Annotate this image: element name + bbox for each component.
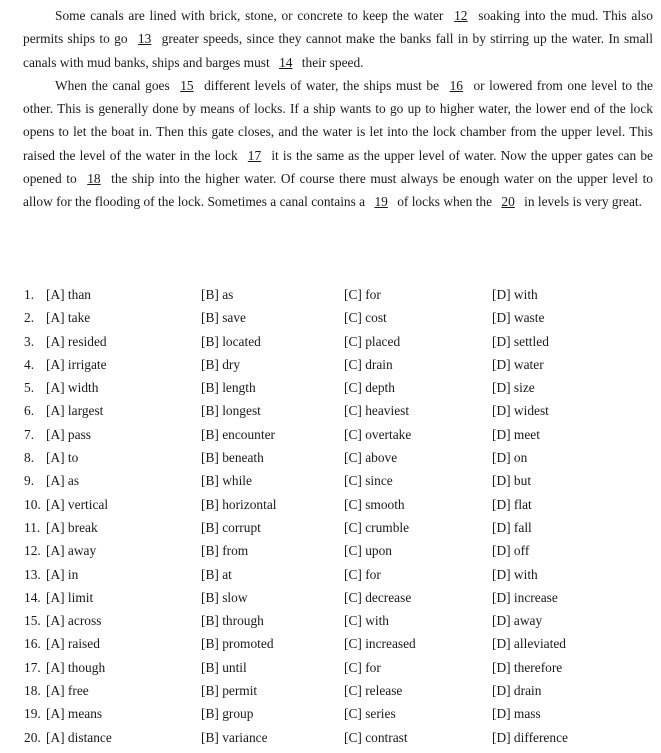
option-a: [A] free (46, 683, 89, 699)
question-row (24, 493, 654, 516)
question-number: 3. (24, 333, 35, 349)
question-number: 9. (24, 473, 35, 489)
option-a: [A] irrigate (46, 356, 107, 372)
option-d: [D] settled (492, 333, 549, 349)
option-b: [B] at (201, 566, 232, 582)
question-number: 14. (24, 589, 41, 605)
option-b: [B] slow (201, 589, 248, 605)
question-number: 20. (24, 729, 41, 745)
option-a: [A] resided (46, 333, 107, 349)
option-d: [D] increase (492, 589, 558, 605)
option-c: [C] since (344, 473, 393, 489)
option-d: [D] but (492, 473, 532, 489)
question-number: 8. (24, 450, 35, 466)
passage-text: Some canals are lined with brick, stone, or concrete to keep the water (55, 8, 449, 23)
option-c: [C] for (344, 566, 381, 582)
question-number: 6. (24, 403, 35, 419)
option-d: [D] difference (492, 729, 568, 745)
option-a: [A] limit (46, 589, 94, 605)
blank-19: 19 (374, 194, 388, 210)
question-row (24, 702, 654, 725)
option-d: [D] on (492, 450, 528, 466)
question-row (24, 563, 654, 586)
option-c: [C] decrease (344, 589, 412, 605)
option-c: [C] heaviest (344, 403, 410, 419)
option-b: [B] until (201, 659, 247, 675)
question-number: 17. (24, 659, 41, 675)
blank-15: 15 (180, 77, 194, 93)
option-c: [C] drain (344, 356, 393, 372)
question-row (24, 609, 654, 632)
option-d: [D] mass (492, 706, 541, 722)
option-d: [D] water (492, 356, 544, 372)
option-d: [D] off (492, 543, 530, 559)
question-row (24, 306, 654, 329)
option-a: [A] largest (46, 403, 104, 419)
cloze-passage (23, 0, 653, 214)
option-a: [A] to (46, 450, 79, 466)
option-b: [B] length (201, 380, 256, 396)
option-c: [C] upon (344, 543, 392, 559)
option-b: [B] located (201, 333, 261, 349)
option-a: [A] means (46, 706, 103, 722)
option-c: [C] with (344, 613, 390, 629)
option-b: [B] as (201, 287, 234, 302)
question-row (24, 330, 654, 353)
question-number: 15. (24, 613, 41, 629)
question-number: 4. (24, 356, 35, 372)
passage-paragraph-2 (23, 74, 653, 214)
option-b: [B] permit (201, 683, 258, 699)
option-a: [A] than (46, 287, 91, 302)
option-d: [D] therefore (492, 659, 563, 675)
option-b: [B] encounter (201, 426, 275, 442)
passage-text: When the canal goes (55, 77, 175, 93)
option-a: [A] width (46, 380, 99, 396)
option-d: [D] flat (492, 496, 532, 512)
question-number: 12. (24, 543, 41, 559)
option-b: [B] from (201, 543, 249, 559)
question-row (24, 423, 654, 446)
question-row (24, 679, 654, 702)
option-a: [A] vertical (46, 496, 109, 512)
option-c: [C] smooth (344, 496, 405, 512)
blank-17: 17 (247, 147, 262, 163)
question-row (24, 539, 654, 562)
option-d: [D] meet (492, 426, 540, 442)
question-row (24, 399, 654, 422)
question-number: 5. (24, 380, 35, 396)
passage-text: the ship into the higher water. Of course there must always be enough water on the upper level to allow for the flooding of the lock. Sometimes a canal contains a (23, 171, 653, 210)
option-a: [A] though (46, 659, 106, 675)
option-b: [B] through (201, 613, 264, 629)
option-b: [B] dry (201, 356, 241, 372)
question-number: 18. (24, 683, 41, 699)
option-c: [C] contrast (344, 729, 408, 745)
option-a: [A] across (46, 613, 102, 629)
option-a: [A] break (46, 519, 98, 535)
option-c: [C] for (344, 659, 381, 675)
blank-18: 18 (87, 171, 101, 187)
passage-text: it is the same as the upper level of water. Now the upper gates can be opened to (23, 147, 653, 187)
option-b: [B] corrupt (201, 519, 261, 535)
blank-16: 16 (449, 77, 463, 93)
question-number: 11. (24, 519, 41, 535)
option-c: [C] release (344, 683, 403, 699)
option-b: [B] while (201, 473, 252, 489)
option-d: [D] widest (492, 403, 549, 419)
passage-text: or lowered from one level to the other. This is generally done by means of locks. If a ship wants to go up to higher water, the lower end of the lock opens to let the boat in. Then this gate closes, and the water is let into the lock chamber from the upper level. This raised the level of the water in the lock (23, 77, 653, 163)
question-row (24, 632, 654, 655)
question-number: 1. (24, 287, 35, 302)
question-row (24, 446, 654, 469)
option-d: [D] with (492, 566, 538, 582)
option-c: [C] overtake (344, 426, 412, 442)
option-c: [C] cost (344, 310, 387, 326)
passage-text: soaking into the mud. This also permits ships to go (23, 8, 653, 47)
question-row (24, 469, 654, 492)
option-d: [D] away (492, 613, 543, 629)
option-a: [A] pass (46, 426, 91, 442)
question-list (24, 283, 654, 749)
option-d: [D] drain (492, 683, 542, 699)
option-c: [C] above (344, 450, 398, 466)
question-row (24, 726, 654, 749)
option-b: [B] beneath (201, 450, 264, 466)
passage-text: in levels is very great. (520, 194, 643, 210)
option-a: [A] away (46, 543, 97, 559)
option-a: [A] distance (46, 729, 112, 745)
option-c: [C] series (344, 706, 396, 722)
passage-text: of locks when the (393, 194, 496, 210)
question-number: 2. (24, 310, 35, 326)
option-c: [C] crumble (344, 519, 410, 535)
option-a: [A] as (46, 473, 80, 489)
question-row (24, 586, 654, 609)
option-c: [C] placed (344, 333, 401, 349)
question-row (24, 353, 654, 376)
option-a: [A] raised (46, 636, 100, 652)
question-number: 7. (24, 426, 35, 442)
passage-text: greater speeds, since they cannot make the banks fall in by stirring up the water. In small canals with mud banks, ships and barges must (23, 31, 653, 70)
question-row (24, 656, 654, 679)
passage-text: their speed. (298, 54, 364, 70)
option-b: [B] save (201, 310, 246, 326)
question-number: 16. (24, 636, 41, 652)
option-d: [D] with (492, 287, 538, 302)
question-number: 19. (24, 706, 41, 722)
blank-13: 13 (137, 31, 152, 47)
option-d: [D] fall (492, 519, 532, 535)
option-a: [A] take (46, 310, 91, 326)
option-d: [D] waste (492, 310, 545, 326)
option-d: [D] alleviated (492, 636, 566, 652)
option-b: [B] longest (201, 403, 261, 419)
passage-text: different levels of water, the ships must be (199, 77, 444, 93)
blank-14: 14 (279, 54, 293, 70)
blank-12: 12 (454, 8, 468, 23)
question-row (24, 376, 654, 399)
option-d: [D] size (492, 380, 535, 396)
question-number: 10. (24, 496, 41, 512)
option-b: [B] promoted (201, 636, 274, 652)
option-c: [C] depth (344, 380, 395, 396)
option-a: [A] in (46, 566, 79, 582)
option-b: [B] variance (201, 729, 268, 745)
question-number: 13. (24, 566, 41, 582)
blank-20: 20 (501, 194, 515, 210)
question-row (24, 516, 654, 539)
passage-paragraph-1 (23, 0, 653, 74)
option-c: [C] for (344, 287, 381, 302)
option-b: [B] group (201, 706, 254, 722)
option-c: [C] increased (344, 636, 416, 652)
option-b: [B] horizontal (201, 496, 277, 512)
question-row (24, 283, 654, 306)
